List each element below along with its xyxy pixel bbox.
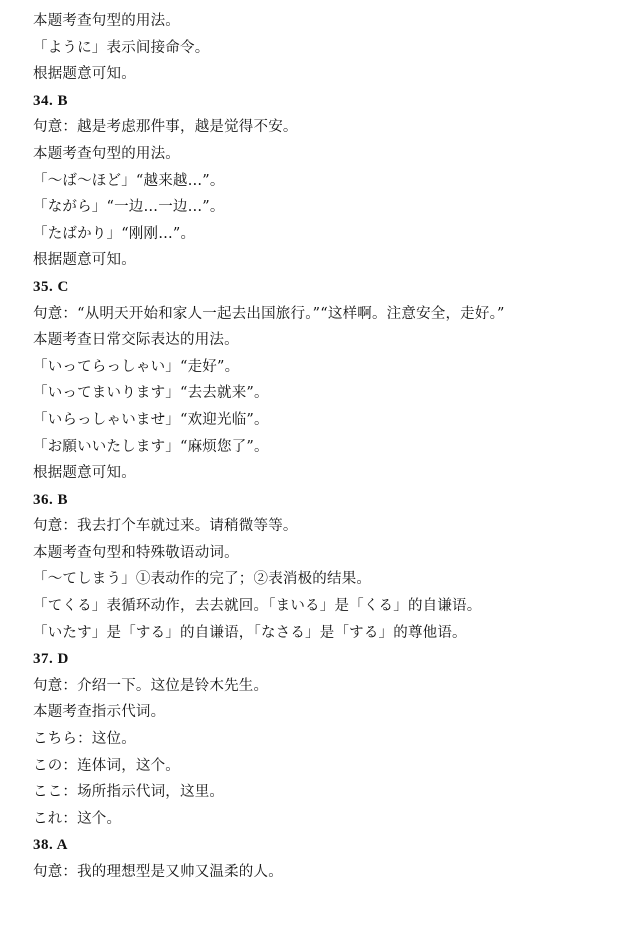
explanation-line: 根据题意可知。 — [33, 465, 136, 482]
question-number-answer: 35. C — [33, 278, 69, 295]
explanation-line: 「いってまいります」“去去就来”。 — [33, 385, 269, 402]
explanation-line: 本题考查句型和特殊敬语动词。 — [33, 544, 239, 561]
explanation-line: 句意：越是考虑那件事，越是觉得不安。 — [33, 119, 298, 136]
explanation-line: 句意：我的理想型是又帅又温柔的人。 — [33, 864, 283, 880]
explanation-line: 本题考查句型的用法。 — [33, 145, 180, 162]
question-number-answer: 36. B — [33, 491, 69, 508]
question-number-answer: 38. A — [33, 837, 69, 854]
explanation-line: 句意：“从明天开始和家人一起去出国旅行。”“这样啊。注意安全，走好。” — [33, 305, 505, 322]
explanation-line: 本题考查日常交际表达的用法。 — [33, 332, 239, 349]
explanation-line: 根据题意可知。 — [33, 66, 136, 83]
question-number-answer: 37. D — [33, 651, 69, 668]
explanation-line: 本题考查句型的用法。 — [33, 13, 180, 29]
explanation-line: 「ながら」“一边…一边…”。 — [33, 199, 225, 216]
explanation-line: 「～てしまう」①表动作的完了；②表消极的结果。 — [33, 571, 372, 588]
explanation-line: 「お願いいたします」“麻烦您了”。 — [33, 438, 269, 455]
explanation-line: 「～ば～ほど」“越来越…”。 — [33, 172, 225, 189]
explanation-line: この：连体词，这个。 — [33, 757, 180, 774]
explanation-line: 「いたす」是「する」的自谦语，「なさる」是「する」的尊他语。 — [33, 624, 467, 641]
explanation-line: 句意：介绍一下。这位是铃木先生。 — [33, 677, 269, 694]
explanation-line: 「てくる」表循环动作，去去就回。「まいる」是「くる」的自谦语。 — [33, 598, 482, 615]
explanation-line: 「ように」表示间接命令。 — [33, 39, 210, 56]
explanation-line: 本题考查指示代词。 — [33, 704, 166, 721]
explanation-line: 「たばかり」“刚刚…”。 — [33, 225, 196, 242]
explanation-line: 根据题意可知。 — [33, 252, 136, 269]
explanation-line: こちら：这位。 — [33, 731, 136, 748]
question-number-answer: 34. B — [33, 92, 69, 109]
explanation-line: 「いらっしゃいませ」“欢迎光临”。 — [33, 411, 269, 428]
answer-explanation-page — [33, 8, 613, 886]
explanation-line: 「いってらっしゃい」“走好”。 — [33, 358, 240, 375]
explanation-line: ここ：场所指示代词，这里。 — [33, 784, 225, 801]
explanation-line: 句意：我去打个车就过来。请稍微等等。 — [33, 518, 298, 535]
explanation-line: これ：这个。 — [33, 810, 122, 827]
